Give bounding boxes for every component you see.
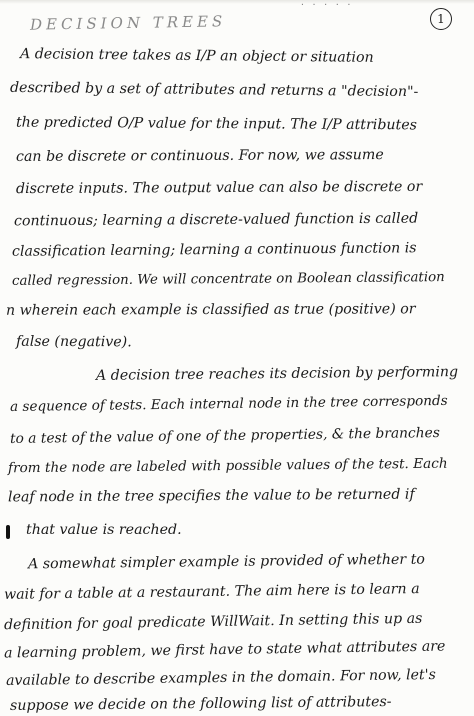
page-number: 1 [430,8,452,30]
text-line-5: discrete inputs. The output value can also be discrete or [15,178,423,198]
text-line-14: from the node are labeled with possible values of the test. Each [7,455,448,477]
text-line-21: available to describe examples in the domain. For now, let's [5,666,436,690]
text-line-15: leaf node in the tree specifies the value to be returned if [7,486,415,506]
margin-mark [6,525,10,539]
text-line-6: continuous; learning a discrete-valued function is called [13,210,419,230]
text-line-11: A decision tree reaches its decision by performing [95,364,459,384]
text-line-17: A somewhat simpler example is provided of whether to [27,551,425,573]
text-line-9: n wherein each example is classified as true (positive) or [5,301,416,319]
text-line-16: that value is reached. [26,522,182,538]
text-line-18: wait for a table at a restaurant. The aim here is to learn a [3,581,420,603]
page-top-edge [0,0,474,4]
text-line-19: definition for goal predicate WillWait. In setting this up as [3,610,423,634]
text-line-4: can be discrete or continuous. For now, we assume [15,147,384,165]
text-line-8: called regression. We will concentrate on Boolean classification [11,270,445,289]
page-title: DECISION TREES [29,12,227,34]
text-line-22: suppose we decide on the following list of attributes- [9,694,392,714]
text-line-13: to a test of the value of one of the properties, & the branches [9,424,440,448]
text-line-2: described by a set of attributes and returns a "decision"- [9,79,419,101]
text-line-1: A decision tree takes as I/P an object or situation [19,46,374,66]
top-scribble: · · · · · [300,0,353,9]
text-line-3: the predicted O/P value for the input. The I/P attributes [15,114,418,134]
text-line-12: a sequence of tests. Each internal node in the tree corresponds [9,392,448,416]
text-line-7: classification learning; learning a continuous function is [11,240,417,260]
text-line-10: false (negative). [15,333,132,351]
text-line-20: a learning problem, we first have to state what attributes are [3,638,446,662]
